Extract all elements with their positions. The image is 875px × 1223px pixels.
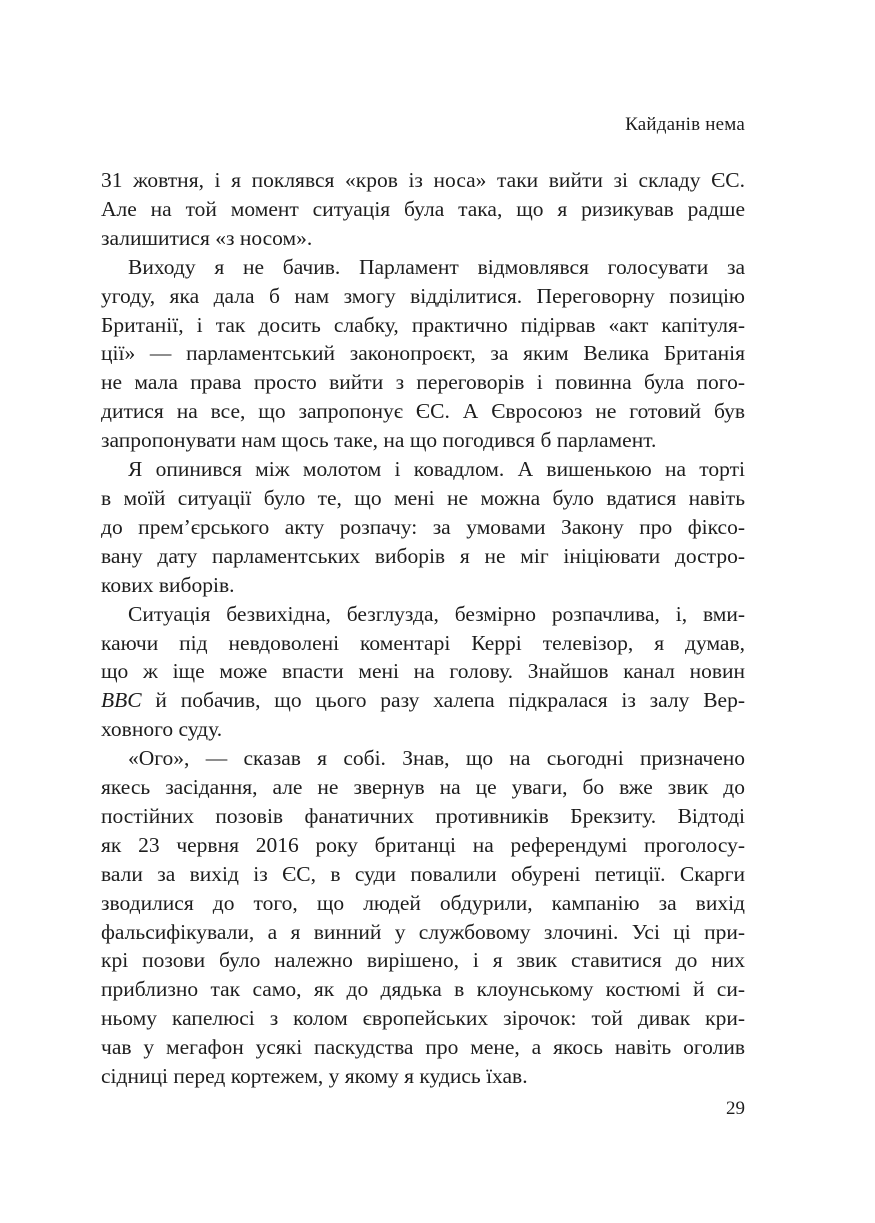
text-line: постійних позовів фанатичних противників Брекзиту. Відтоді [101, 803, 745, 828]
text-line: кових виборів. [101, 572, 235, 597]
text-line: приблизно так само, як до дядька в клоунському костюмі й си- [101, 977, 745, 1002]
text-line: Ситуація безвихідна, безглузда, безмірно розпачлива, і, вми- [128, 601, 745, 626]
page-number: 29 [726, 1098, 745, 1119]
text-line: вали за вихід із ЄС, в суди повалили обурені петиції. Скарги [101, 861, 745, 886]
text-line: каючи під невдоволені коментарі Керрі телевізор, я думав, [101, 630, 745, 655]
text-line: Британії, і так досить слабку, практично підірвав «акт капітуля- [101, 312, 745, 337]
text-line: сідниці перед кортежем, у якому я кудись їхав. [101, 1064, 528, 1089]
text-line: Я опинився між молотом і ковадлом. А вишенькою на торті [128, 457, 745, 482]
text-line: що ж іще може впасти мені на голову. Знайшов канал новин [101, 659, 745, 684]
text-line: Але на той момент ситуація була така, що я ризикував радше [101, 196, 745, 221]
text-block [101, 166, 745, 1091]
text-line: не мала права просто вийти з переговорів і повинна була пого- [101, 370, 745, 395]
text-line: чав у мегафон усякі паскудства про мене, а якось навіть оголив [101, 1035, 745, 1060]
text-line: 31 жовтня, і я поклявся «кров із носа» таки вийти зі складу ЄС. [101, 168, 745, 192]
text-line: ховного суду. [101, 717, 223, 742]
text-line: зводилися до того, що людей обдурили, кампанію за вихід [101, 890, 745, 915]
text-line: ції» — парламентський законопроєкт, за яким Велика Британія [101, 341, 745, 366]
text-line: залишитися «з носом». [101, 225, 313, 250]
text-line: ньому капелюсі з колом європейських зірочок: той дивак кри- [101, 1006, 745, 1031]
text-line: як 23 червня 2016 року британці на референдумі проголосу- [101, 832, 745, 857]
text-line: Виходу я не бачив. Парламент відмовлявся голосувати за [128, 254, 745, 279]
text-line: «Ого», — сказав я собі. Знав, що на сьогодні призначено [128, 746, 745, 771]
text-line: запропонувати нам щось таке, на що погодився б парламент. [101, 428, 657, 453]
text-line: крі позови було належно вирішено, і я звик ставитися до них [101, 948, 745, 973]
text-line: до прем’єрського акту розпачу: за умовами Закону про фіксо- [101, 514, 745, 539]
text-line: дитися на все, що запропонує ЄС. А Євросоюз не готовий був [101, 399, 745, 424]
text-line: угоду, яка дала б нам змогу відділитися. Переговорну позицію [101, 283, 745, 308]
running-header: Кайданів нема [625, 114, 745, 135]
text-line: BBC й побачив, що цього разу халепа підкралася із залу Вер- [101, 688, 745, 713]
text-line: в моїй ситуації було те, що мені не можна було вдатися навіть [101, 485, 745, 510]
text-line: якесь засідання, але не звернув на це уваги, бо вже звик до [101, 775, 745, 800]
text-line: вану дату парламентських виборів я не міг ініціювати достро- [101, 543, 745, 568]
text-line: фальсифікували, а я винний у службовому злочині. Усі ці при- [101, 919, 745, 944]
